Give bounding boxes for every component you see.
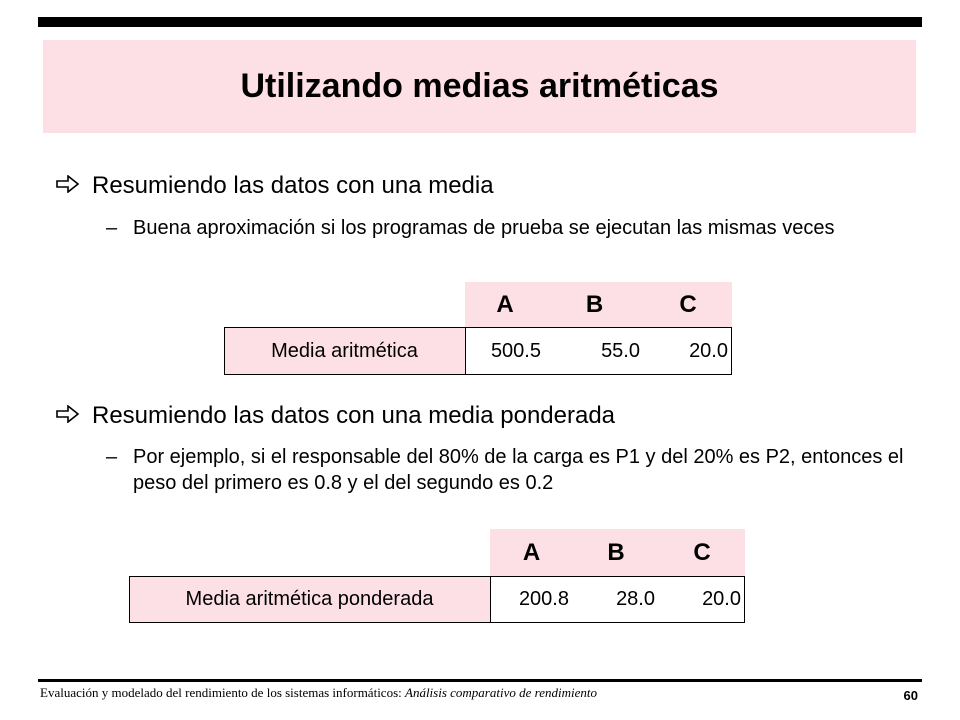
page-number: 60 (903, 688, 918, 703)
table2-header-c: C (659, 529, 745, 576)
sub-bullet-1 (106, 215, 923, 241)
table1-header-b: B (545, 282, 644, 327)
footer-italic: Análisis comparativo de rendimiento (405, 685, 597, 700)
footer-main: Evaluación y modelado del rendimiento de los sistemas informáticos: (40, 685, 405, 700)
dash-marker: – (106, 217, 118, 239)
table1-header-a: A (465, 282, 545, 327)
table2-value-b: 28.0 (573, 576, 659, 623)
table2-header-a: A (490, 529, 573, 576)
table1-value-c: 20.0 (644, 327, 732, 375)
bottom-rule (38, 679, 922, 682)
bullet-1 (56, 172, 494, 200)
bullet-2 (56, 402, 615, 430)
dash-marker: – (106, 446, 118, 468)
table2-value-c: 20.0 (659, 576, 745, 623)
sub-bullet-2 (106, 444, 923, 496)
table2-header-b: B (573, 529, 659, 576)
table2-value-a: 200.8 (490, 576, 573, 623)
bullet-2-text: Resumiendo las datos con una media ponderada (92, 402, 616, 429)
top-rule (38, 17, 922, 27)
table2-border (129, 576, 745, 623)
outline-right-arrow-icon (56, 405, 92, 423)
bullet-1-text: Resumiendo las datos con una media (92, 172, 494, 199)
footer (40, 685, 597, 701)
table1-header-c: C (644, 282, 732, 327)
table1-divider (465, 327, 466, 375)
sub-bullet-1-text: Buena aproximación si los programas de prueba se ejecutan las mismas veces (133, 217, 835, 239)
table1-row-label: Media aritmética (224, 327, 465, 375)
table2-row-label: Media aritmética ponderada (129, 576, 490, 623)
sub-bullet-2-text: Por ejemplo, si el responsable del 80% de la carga es P1 y del 20% es P2, entonces el peso del primero es 0.8 y el del segundo es 0.2 (133, 446, 904, 494)
slide-title: Utilizando medias aritméticas (240, 67, 719, 105)
table1-border (224, 327, 732, 375)
table2-divider (490, 576, 491, 623)
table1-value-a: 500.5 (465, 327, 545, 375)
table1-value-b: 55.0 (545, 327, 644, 375)
outline-right-arrow-icon (56, 175, 92, 193)
